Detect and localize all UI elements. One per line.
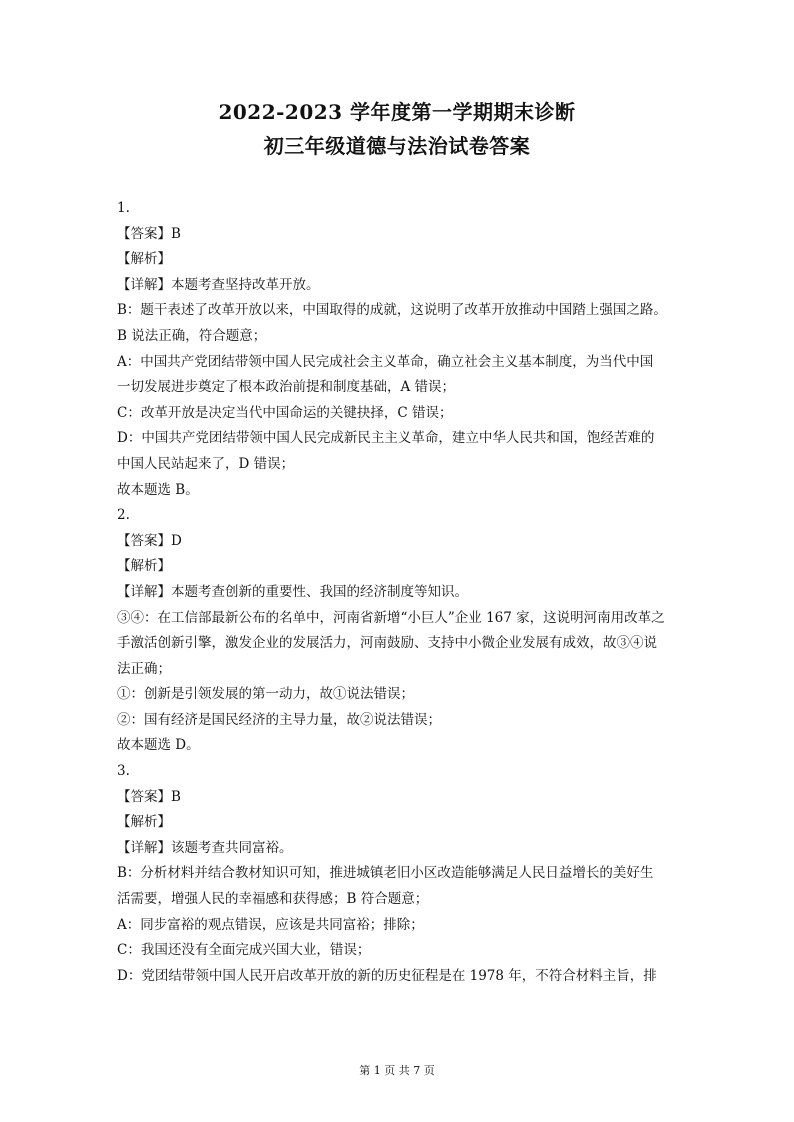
text-line: B 说法正确，符合题意；: [117, 327, 267, 344]
document-subtitle: 初三年级道德与法治试卷答案: [263, 134, 531, 158]
text-line: 手激活创新引擎，激发企业的发展活力，河南鼓励、支持中小微企业发展有成效，故③④说: [117, 635, 657, 652]
text-line: 故本题选 D。: [117, 737, 200, 754]
text-line: 【详解】本题考查坚持改革开放。: [117, 276, 320, 293]
answer-content: [117, 196, 683, 989]
text-line: ①：创新是引领发展的第一动力，故①说法错误；: [117, 686, 414, 703]
text-line: 【解析】: [117, 251, 171, 268]
text-line: B：分析材料并结合教材知识可知，推进城镇老旧小区改造能够满足人民日益增长的美好生: [117, 865, 654, 882]
text-line: 故本题选 B。: [117, 481, 199, 498]
text-line: ②：国有经济是国民经济的主导力量，故②说法错误；: [117, 711, 441, 728]
text-line: 【解析】: [117, 558, 171, 575]
text-line: 2.: [117, 507, 130, 524]
document-title: 2022-2023 学年度第一学期期末诊断: [218, 100, 576, 124]
text-line: 3.: [117, 763, 130, 780]
text-line: 【答案】B: [117, 225, 181, 242]
text-line: 【详解】本题考查创新的重要性、我国的经济制度等知识。: [117, 583, 468, 600]
text-line: C：改革开放是决定当代中国命运的关键抉择，C 错误；: [117, 404, 453, 421]
text-line: 一切发展进步奠定了根本政治前提和制度基础，A 错误；: [117, 379, 456, 396]
text-line: 中国人民站起来了，D 错误；: [117, 455, 295, 472]
text-line: A：中国共产党团结带领中国人民完成社会主义革命，确立社会主义基本制度，为当代中国: [117, 353, 654, 370]
text-line: 【解析】: [117, 814, 171, 831]
text-line: 活需要，增强人民的幸福感和获得感；B 符合题意；: [117, 891, 429, 908]
text-line: 法正确；: [117, 660, 171, 677]
text-line: A：同步富裕的观点错误，应该是共同富裕；排除；: [117, 916, 424, 933]
text-line: C：我国还没有全面完成兴国大业，错误；: [117, 942, 371, 959]
text-line: 1.: [117, 200, 130, 216]
text-line: 【答案】B: [117, 788, 181, 805]
text-line: 【详解】该题考查共同富裕。: [117, 839, 293, 856]
page-footer: 第 1 页 共 7 页: [359, 1064, 435, 1077]
text-line: 【答案】D: [117, 532, 182, 549]
text-line: B：题干表述了改革开放以来，中国取得的成就，这说明了改革开放推动中国踏上强国之路。: [117, 302, 667, 319]
text-line: D：中国共产党团结带领中国人民完成新民主主义革命，建立中华人民共和国，饱经苦难的: [117, 430, 655, 447]
text-line: ③④：在工信部最新公布的名单中，河南省新增“小巨人”企业 167 家，这说明河南用改革之: [117, 609, 665, 626]
text-line: D：党团结带领中国人民开启改革开放的新的历史征程是在 1978 年，不符合材料主旨，排: [117, 967, 657, 984]
